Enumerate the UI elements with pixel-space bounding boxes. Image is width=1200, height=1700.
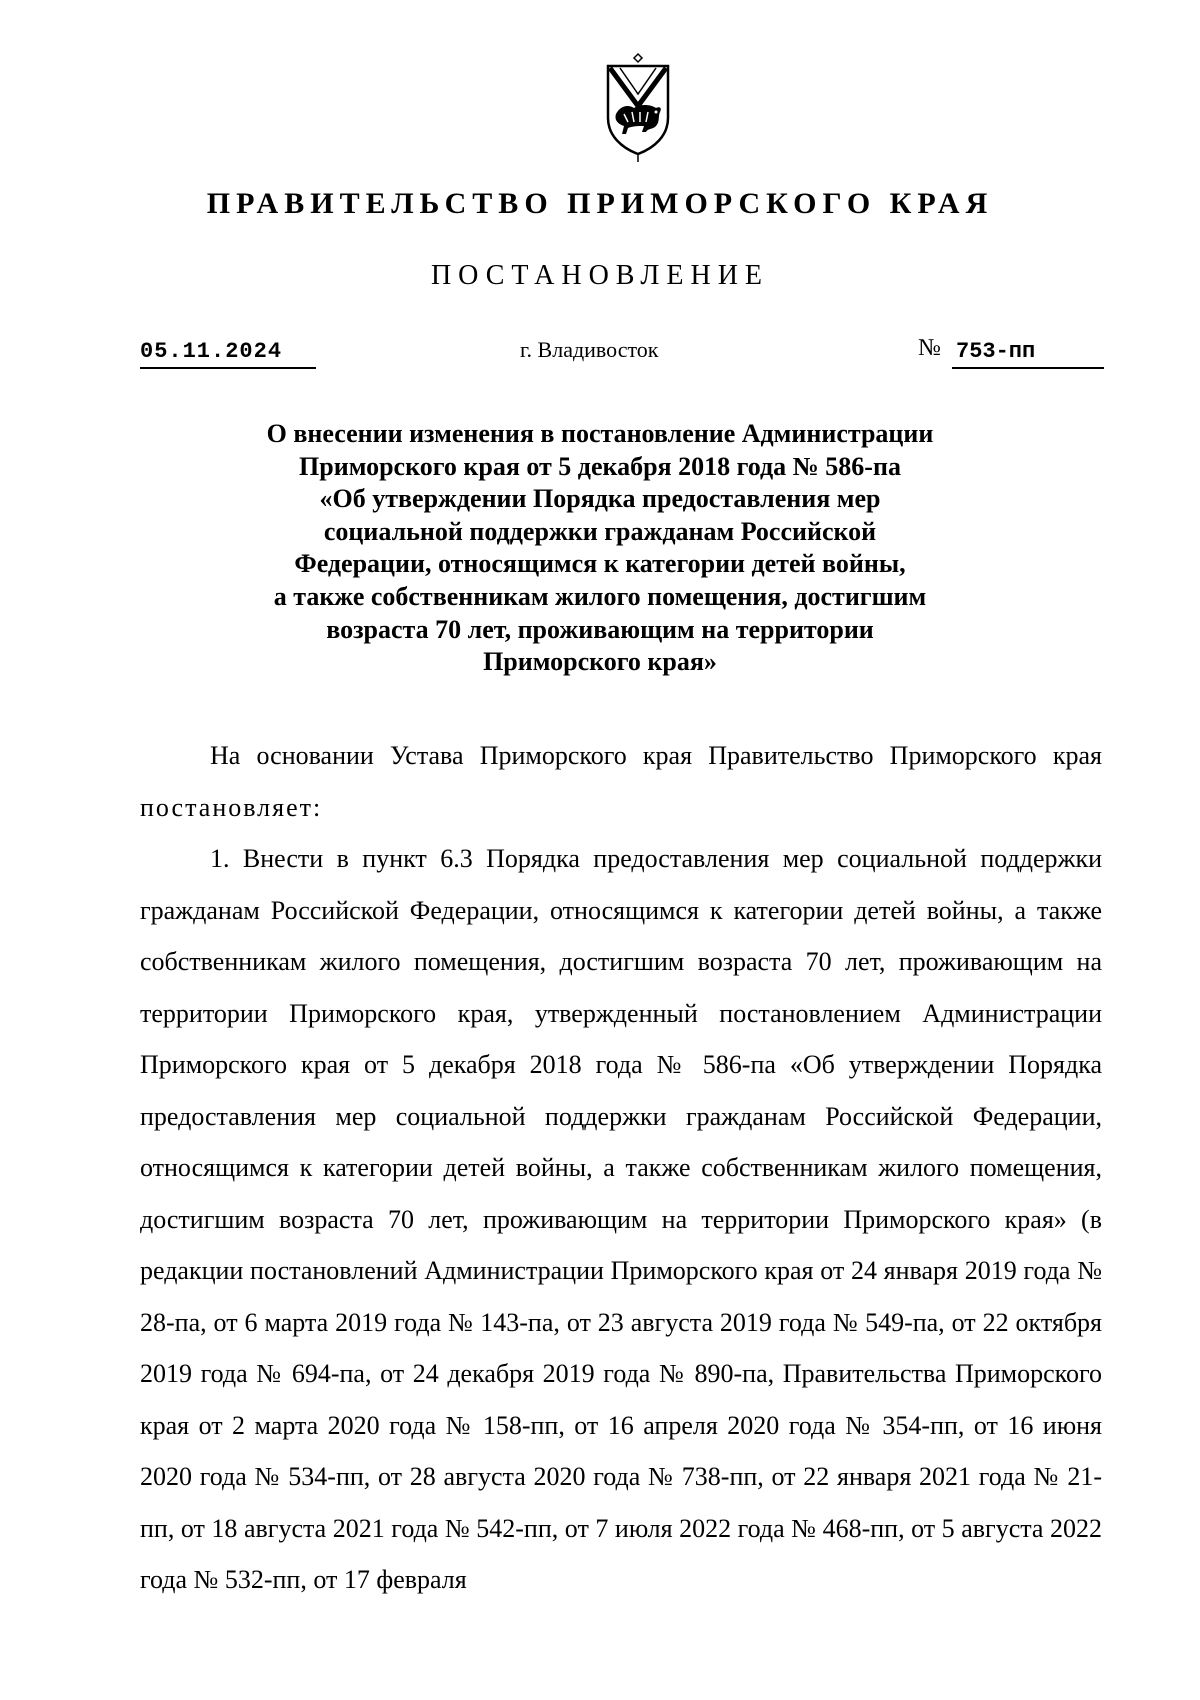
- document-body: [140, 730, 1102, 1606]
- preamble-paragraph: [140, 730, 1102, 833]
- item-1-paragraph: 1. Внести в пункт 6.3 Порядка предоставления мер социальной поддержки гражданам Российской Федерации, относящимся к категории детей войны, а также собственникам жилого помещения, достигшим возраста 70 лет, проживающим на территории Приморского края, утвержденный постановлением Администрации Приморского края от 5 декабря 2018 года № 586-па «Об утверждении Порядка предоставления мер социальной поддержки гражданам Российской Федерации, относящимся к категории детей войны, а также собственникам жилого помещения, достигшим возраста 70 лет, проживающим на территории Приморского края» (в редакции постановлений Администрации Приморского края от 24 января 2019 года № 28-па, от 6 марта 2019 года № 143-па, от 23 августа 2019 года № 549-па, от 22 октября 2019 года № 694-па, от 24 декабря 2019 года № 890-па, Правительства Приморского края от 2 марта 2020 года № 158-пп, от 16 апреля 2020 года № 354-пп, от 16 июня 2020 года № 534-пп, от 28 августа 2020 года № 738-пп, от 22 января 2021 года № 21-пп, от 18 августа 2021 года № 542-пп, от 7 июля 2022 года № 468-пп, от 5 августа 2022 года № 532-пп, от 17 февраля: [140, 844, 1102, 1594]
- heading-line: социальной поддержки гражданам Российской: [323, 516, 877, 546]
- heading-line: возраста 70 лет, проживающим на территории: [326, 614, 874, 644]
- heading-line: «Об утверждении Порядка предоставления мер: [319, 484, 881, 514]
- heading-line: Приморского края»: [483, 647, 717, 677]
- preamble-verb: постановляет:: [140, 792, 323, 822]
- heading-line: Федерации, относящимся к категории детей войны,: [294, 549, 906, 579]
- number-sign: №: [918, 335, 941, 361]
- government-title: ПРАВИТЕЛЬСТВО ПРИМОРСКОГО КРАЯ: [206, 187, 994, 220]
- heading-line: Приморского края от 5 декабря 2018 года № 586-па: [299, 451, 901, 481]
- document-number: 753-пп: [952, 338, 1104, 369]
- preamble-text: На основании Устава Приморского края Правительство Приморского края: [210, 741, 1102, 770]
- heading-line: а также собственникам жилого помещения, достигшим: [273, 581, 927, 611]
- heading-line: О внесении изменения в постановление Администрации: [266, 419, 934, 448]
- document-date: 05.11.2024: [140, 338, 316, 369]
- document-type: ПОСТАНОВЛЕНИЕ: [430, 260, 770, 291]
- document-heading: [150, 418, 1050, 679]
- document-city: г. Владивосток: [520, 337, 659, 362]
- coat-of-arms-icon: [598, 52, 678, 164]
